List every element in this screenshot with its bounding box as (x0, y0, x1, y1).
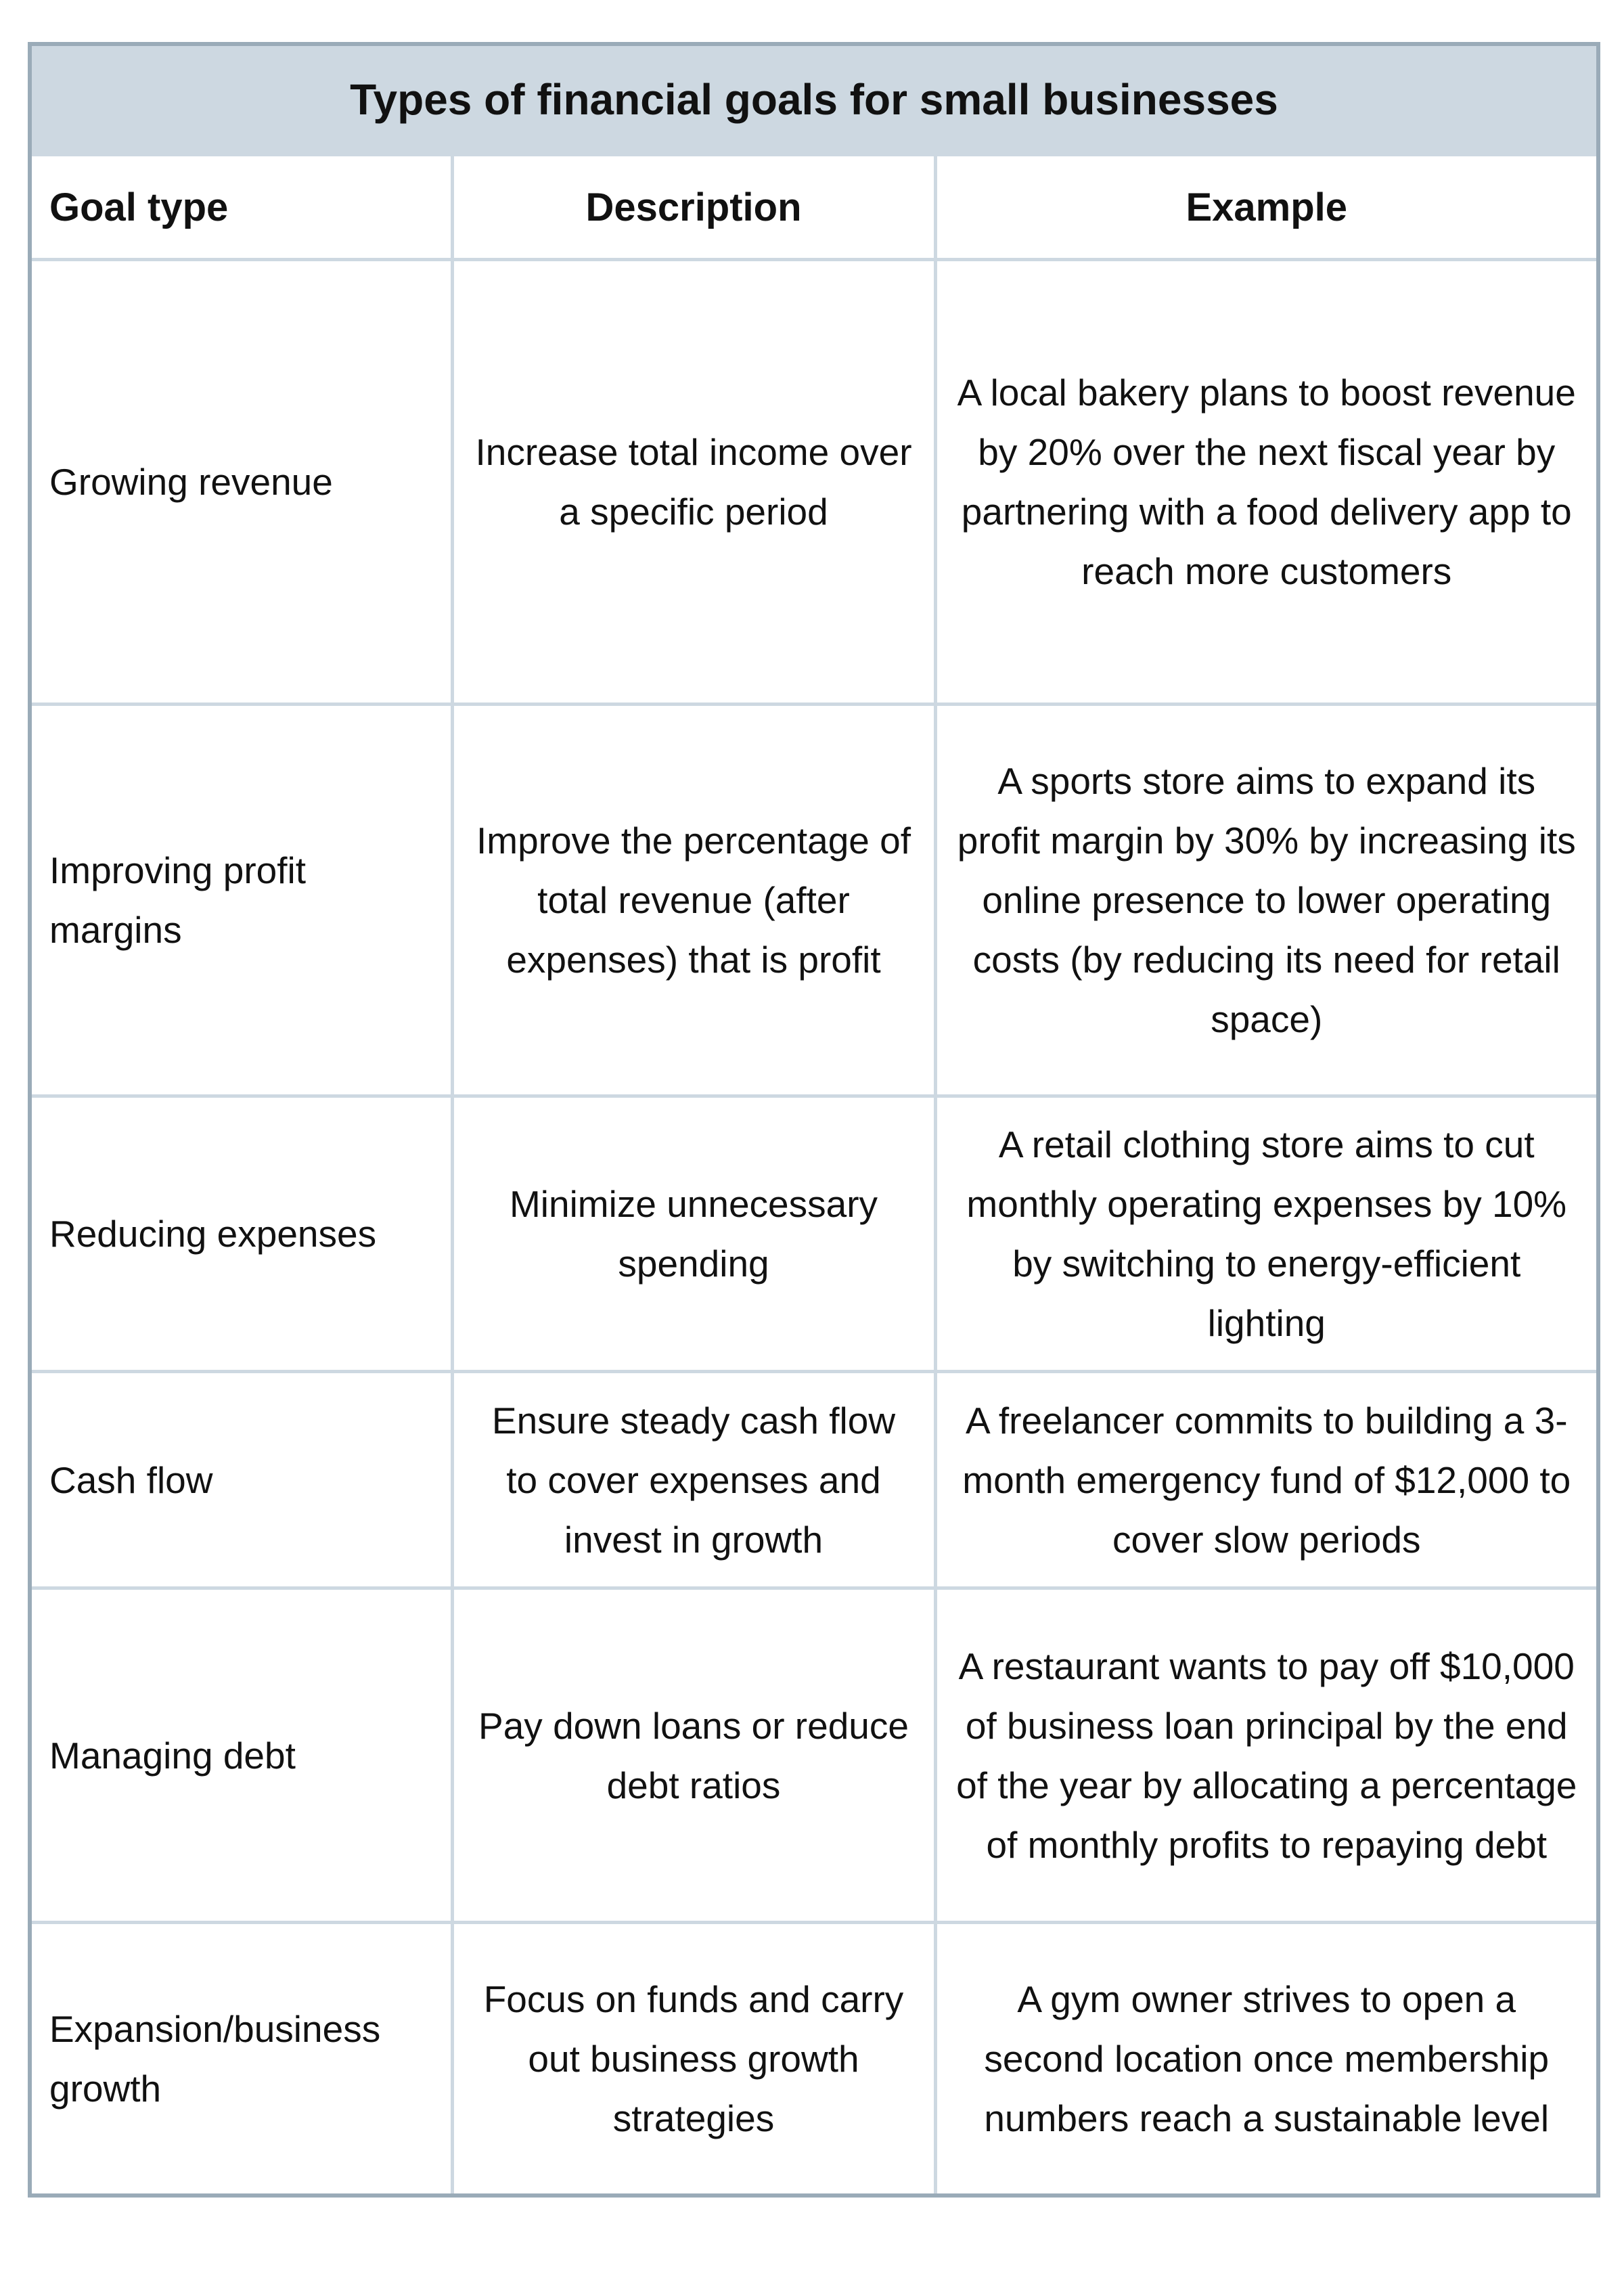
goal-type-cell: Reducing expenses (30, 1096, 452, 1372)
description-cell: Improve the percentage of total revenue (after expenses) that is profit (452, 705, 935, 1096)
goal-type-cell: Expansion/business growth (30, 1923, 452, 2195)
table-row (30, 705, 1598, 1096)
table-title-row (30, 44, 1598, 155)
example-cell: A local bakery plans to boost revenue by 20% over the next fiscal year by partnering with a food delivery app to reach more customers (935, 260, 1598, 705)
example-cell: A freelancer commits to building a 3-month emergency fund of $12,000 to cover slow periods (935, 1372, 1598, 1588)
example-cell: A restaurant wants to pay off $10,000 of business loan principal by the end of the year by allocating a percentage of monthly profits to repaying debt (935, 1588, 1598, 1923)
description-cell: Focus on funds and carry out business growth strategies (452, 1923, 935, 2195)
goal-type-cell: Cash flow (30, 1372, 452, 1588)
table-row (30, 260, 1598, 705)
example-cell: A retail clothing store aims to cut monthly operating expenses by 10% by switching to energy-efficient lighting (935, 1096, 1598, 1372)
description-cell: Increase total income over a specific period (452, 260, 935, 705)
description-cell: Minimize unnecessary spending (452, 1096, 935, 1372)
table-title: Types of financial goals for small businesses (30, 44, 1598, 155)
goal-type-cell: Growing revenue (30, 260, 452, 705)
table-row (30, 1096, 1598, 1372)
table-row (30, 1923, 1598, 2195)
goal-type-cell: Managing debt (30, 1588, 452, 1923)
column-header-example: Example (935, 155, 1598, 260)
example-cell: A gym owner strives to open a second location once membership numbers reach a sustainable level (935, 1923, 1598, 2195)
goal-type-cell: Improving profit margins (30, 705, 452, 1096)
description-cell: Pay down loans or reduce debt ratios (452, 1588, 935, 1923)
header-row (30, 155, 1598, 260)
financial-goals-table (28, 42, 1600, 2198)
table-row (30, 1372, 1598, 1588)
column-header-goal-type: Goal type (30, 155, 452, 260)
column-header-description: Description (452, 155, 935, 260)
example-cell: A sports store aims to expand its profit margin by 30% by increasing its online presence to lower operating costs (by reducing its need for retail space) (935, 705, 1598, 1096)
description-cell: Ensure steady cash flow to cover expenses and invest in growth (452, 1372, 935, 1588)
table-row (30, 1588, 1598, 1923)
